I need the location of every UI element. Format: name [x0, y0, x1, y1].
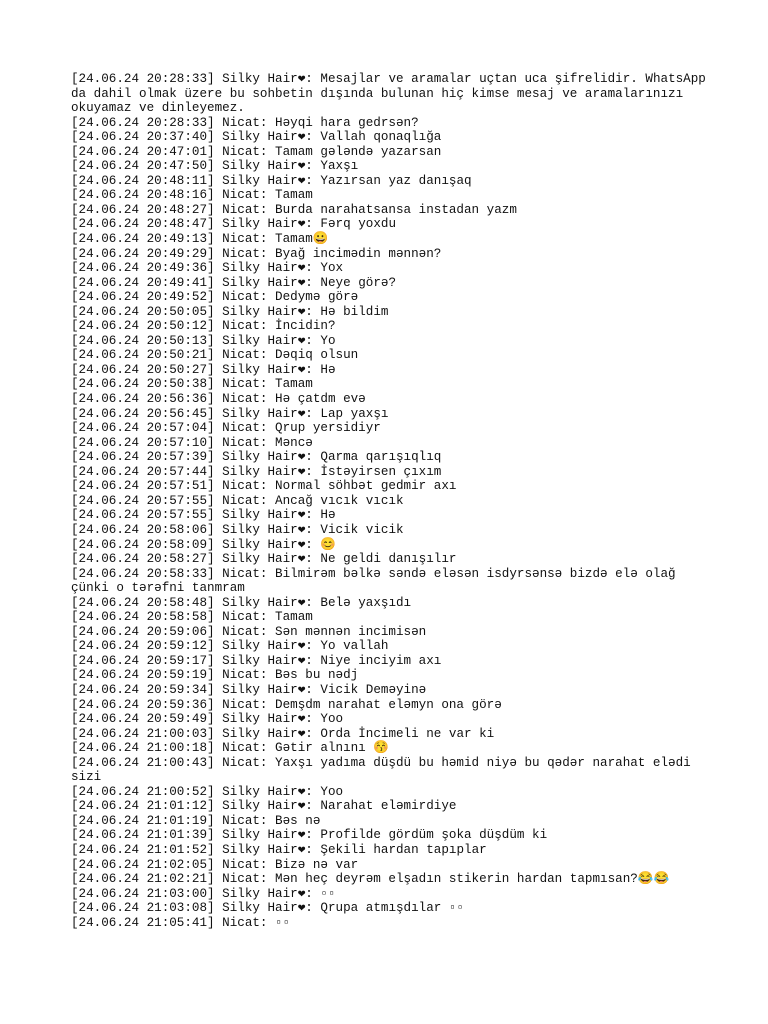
- chat-message-line: [24.06.24 20:47:50] Silky Hair❤: Yaxşı: [71, 159, 359, 174]
- chat-message-line: [24.06.24 21:03:08] Silky Hair❤: Qrupa atmışdılar ▫▫: [71, 901, 465, 916]
- chat-message-line: [24.06.24 20:59:34] Silky Hair❤: Vicik Deməyinə: [71, 682, 427, 697]
- chat-message-line: [24.06.24 20:58:27] Silky Hair❤: Ne geldi danışılır: [71, 552, 457, 567]
- chat-message-line: [24.06.24 20:57:39] Silky Hair❤: Qarma qarışıqlıq: [71, 450, 442, 465]
- chat-message-line: [24.06.24 21:05:41] Nicat: ▫▫: [71, 915, 291, 930]
- chat-message-line: [24.06.24 21:00:43] Nicat: Yaxşı yadıma düşdü bu həmid niyə bu qədər narahat elədi sizi: [71, 755, 699, 785]
- chat-message-line: [24.06.24 20:57:55] Silky Hair❤: Hə: [71, 508, 336, 523]
- chat-message-line: [24.06.24 20:49:13] Nicat: Tamam😀: [71, 232, 329, 247]
- chat-message-line: [24.06.24 21:01:39] Silky Hair❤: Profilde gördüm şoka düşdüm ki: [71, 828, 548, 843]
- chat-message-line: [24.06.24 20:50:27] Silky Hair❤: Hə: [71, 362, 336, 377]
- chat-message-line: [24.06.24 20:59:12] Silky Hair❤: Yo vallah: [71, 639, 389, 654]
- chat-message-line: [24.06.24 20:59:06] Nicat: Sən mənnən incimisən: [71, 624, 427, 639]
- chat-message-line: [24.06.24 21:00:52] Silky Hair❤: Yoo: [71, 784, 344, 799]
- chat-message-line: [24.06.24 20:37:40] Silky Hair❤: Vallah qonaqlığa: [71, 130, 442, 145]
- chat-message-line: [24.06.24 20:58:48] Silky Hair❤: Belə yaxşıdı: [71, 595, 412, 610]
- chat-message-line: [24.06.24 21:00:03] Silky Hair❤: Orda İncimeli ne var ki: [71, 726, 495, 741]
- chat-message-line: [24.06.24 21:03:00] Silky Hair❤: ▫▫: [71, 886, 336, 901]
- chat-message-line: [24.06.24 21:01:12] Silky Hair❤: Narahat eləmirdiye: [71, 799, 457, 814]
- chat-message-line: [24.06.24 20:58:06] Silky Hair❤: Vicik vicik: [71, 522, 404, 537]
- chat-message-line: [24.06.24 20:57:44] Silky Hair❤: İstəyirsen çıxım: [71, 464, 442, 479]
- chat-message-line: [24.06.24 20:48:11] Silky Hair❤: Yazırsan yaz danışaq: [71, 173, 472, 188]
- chat-message-line: [24.06.24 21:02:21] Nicat: Mən heç deyrəm elşadın stikerin hardan tapmısan?😂😂: [71, 872, 670, 887]
- chat-message-line: [24.06.24 20:48:47] Silky Hair❤: Fərq yoxdu: [71, 217, 396, 232]
- chat-message-line: [24.06.24 20:50:12] Nicat: İncidin?: [71, 319, 336, 334]
- chat-message-line: [24.06.24 20:56:45] Silky Hair❤: Lap yaxşı: [71, 406, 389, 421]
- chat-message-line: [24.06.24 21:00:18] Nicat: Gətir alnını 😚: [71, 741, 389, 756]
- chat-message-line: [24.06.24 20:49:41] Silky Hair❤: Neye görə?: [71, 275, 396, 290]
- chat-message-line: [24.06.24 20:59:17] Silky Hair❤: Niye inciyim axı: [71, 653, 442, 668]
- chat-message-line: [24.06.24 21:01:19] Nicat: Bəs nə: [71, 813, 321, 828]
- chat-message-line: [24.06.24 20:49:36] Silky Hair❤: Yox: [71, 261, 344, 276]
- chat-message-line: [24.06.24 21:02:05] Nicat: Bizə nə var: [71, 857, 359, 872]
- chat-log: [71, 72, 714, 930]
- chat-message-line: [24.06.24 20:59:49] Silky Hair❤: Yoo: [71, 712, 344, 727]
- chat-message-line: [24.06.24 20:59:19] Nicat: Bəs bu nədj: [71, 668, 359, 683]
- chat-message-line: [24.06.24 20:50:21] Nicat: Dəqiq olsun: [71, 348, 359, 363]
- chat-message-line: [24.06.24 20:48:16] Nicat: Tamam: [71, 188, 313, 203]
- chat-message-line: [24.06.24 20:59:36] Nicat: Demşdm narahat eləmyn ona görə: [71, 697, 502, 712]
- chat-message-line: [24.06.24 20:49:29] Nicat: Byağ incimədin mənnən?: [71, 246, 442, 261]
- chat-message-line: [24.06.24 20:58:09] Silky Hair❤: 😊: [71, 537, 337, 552]
- chat-message-line: [24.06.24 20:48:27] Nicat: Burda narahatsansa instadan yazm: [71, 202, 517, 217]
- chat-message-line: [24.06.24 20:50:38] Nicat: Tamam: [71, 377, 313, 392]
- chat-message-line: [24.06.24 20:57:55] Nicat: Ancağ vıcık vıcık: [71, 493, 404, 508]
- chat-message-line: [24.06.24 20:50:05] Silky Hair❤: Hə bildim: [71, 304, 389, 319]
- chat-message-line: [24.06.24 20:57:10] Nicat: Məncə: [71, 435, 313, 450]
- chat-message-line: [24.06.24 20:57:51] Nicat: Normal söhbət gedmir axı: [71, 479, 457, 494]
- chat-message-line: [24.06.24 20:58:33] Nicat: Bilmirəm bəlkə səndə eləsən isdyrsənsə bizdə elə olağ çünki o tərəfni tanmram: [71, 566, 684, 596]
- chat-message-line: [24.06.24 20:58:58] Nicat: Tamam: [71, 610, 313, 625]
- chat-message-line: [24.06.24 20:57:04] Nicat: Qrup yersidiyr: [71, 421, 381, 436]
- chat-message-line: [24.06.24 20:56:36] Nicat: Hə çatdm evə: [71, 392, 366, 407]
- chat-message-line: [24.06.24 21:01:52] Silky Hair❤: Şekili hardan tapıplar: [71, 842, 487, 857]
- chat-message-line: [24.06.24 20:28:33] Silky Hair❤: Mesajlar ve aramalar uçtan uca şifrelidir. WhatsApp da dahil olmak üzere bu sohbetin dışında bulunan hiç kimse mesaj ve aramalarınızı okuyamaz ve dinleyemez.: [71, 72, 714, 116]
- chat-message-line: [24.06.24 20:49:52] Nicat: Dedymə görə: [71, 290, 359, 305]
- chat-message-line: [24.06.24 20:50:13] Silky Hair❤: Yo: [71, 333, 336, 348]
- chat-message-line: [24.06.24 20:47:01] Nicat: Tamam gələndə yazarsan: [71, 144, 442, 159]
- chat-message-line: [24.06.24 20:28:33] Nicat: Həyqi hara gedrsən?: [71, 115, 419, 130]
